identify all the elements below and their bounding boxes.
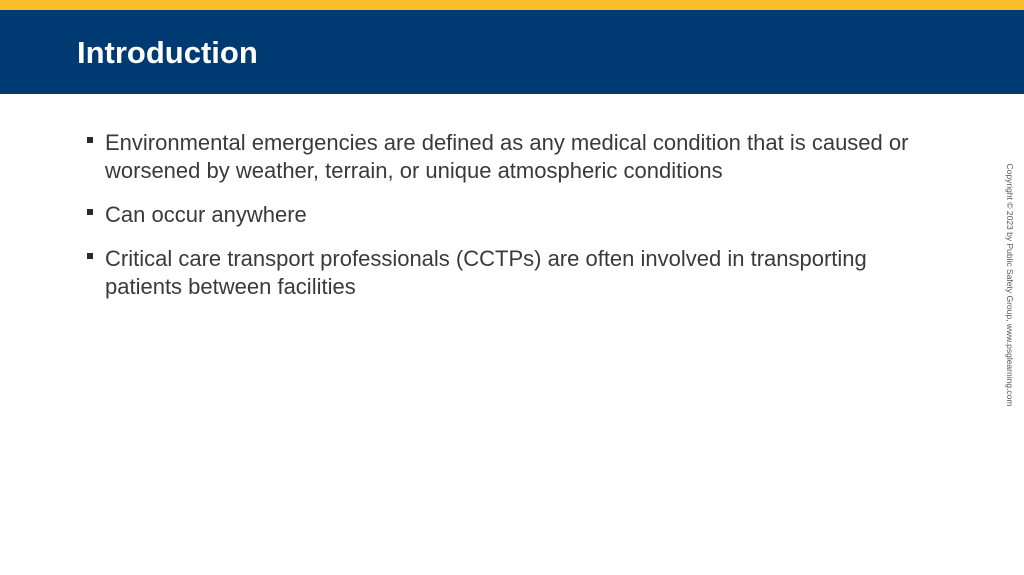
bullet-item — [87, 245, 947, 301]
accent-bar — [0, 0, 1024, 10]
bullet-text: Environmental emergencies are defined as any medical condition that is caused or worsened by weather, terrain, or unique atmospheric conditions — [105, 130, 909, 183]
square-bullet-icon — [87, 253, 93, 259]
slide-title: Introduction — [77, 35, 258, 70]
square-bullet-icon — [87, 209, 93, 215]
bullet-text: Can occur anywhere — [105, 202, 307, 227]
bullet-item — [87, 201, 947, 229]
square-bullet-icon — [87, 137, 93, 143]
bullet-text: Critical care transport professionals (CCTPs) are often involved in transporting patients between facilities — [105, 246, 867, 299]
copyright-notice: Copyright © 2023 by Public Safety Group, www.psglearning.com — [1005, 163, 1015, 407]
bullet-item — [87, 129, 947, 185]
bullet-list — [87, 129, 947, 317]
